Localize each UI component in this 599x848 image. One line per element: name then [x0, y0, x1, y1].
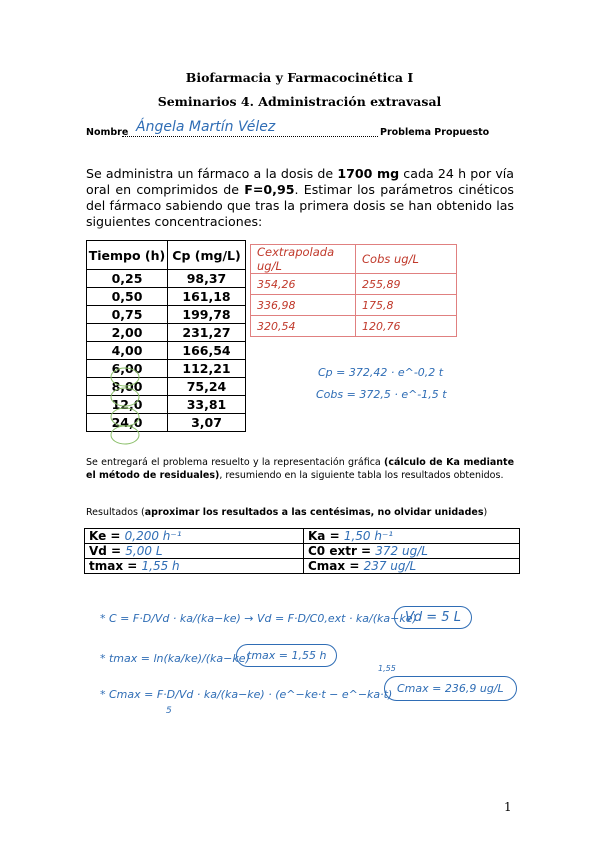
- cext-cell: 354,26: [251, 274, 356, 295]
- cobs-cell: 255,89: [356, 274, 457, 295]
- time-cell: 0,50: [87, 288, 168, 306]
- instructions-note: [86, 456, 514, 482]
- work-result-1: Vd = 5 L: [394, 606, 472, 629]
- results-heading-1: Resultados (: [86, 507, 145, 518]
- problem-label: Problema Propuesto: [380, 127, 490, 138]
- results-table: [84, 528, 520, 574]
- vd-label: Vd =: [89, 544, 126, 558]
- table-row: [87, 324, 246, 342]
- handwritten-circles: [108, 366, 148, 446]
- tmax-label: tmax =: [89, 559, 142, 573]
- vd-value: 5,00 L: [125, 544, 163, 558]
- document-subtitle: Seminarios 4. Administración extravasal: [157, 94, 442, 109]
- table-row: [87, 342, 246, 360]
- vd-cell: [85, 544, 304, 559]
- work-equation-3: * Cmax = F·D/Vd · ka/(ka−ke) · (e^−ke·t − e^−ka·t): [100, 688, 393, 701]
- page-number: 1: [504, 800, 512, 814]
- header-cobs: Cobs ug/L: [356, 245, 457, 274]
- name-line: [86, 119, 506, 140]
- cp-cell: 112,21: [168, 360, 246, 378]
- note-text-1: Se entregará el problema resuelto y la representación gráfica: [86, 457, 385, 468]
- student-name: Ángela Martín Vélez: [136, 119, 276, 135]
- cobs-cell: 175,8: [356, 295, 457, 316]
- problem-text-2: cada 24 h por vía oral en comprimidos de: [86, 166, 514, 197]
- table-row: [87, 288, 246, 306]
- c0-label: C0 extr =: [308, 544, 376, 558]
- problem-text-3: . Estimar los parámetros cinéticos del fármaco sabiendo que tras la primera dosis se han obtenido las siguientes concentraciones:: [86, 182, 514, 229]
- results-heading-2: ): [483, 507, 488, 518]
- work-equation-2: * tmax = ln(ka/ke)/(ka−ke): [100, 652, 250, 665]
- cp-cell: 166,54: [168, 342, 246, 360]
- cext-cell: 336,98: [251, 295, 356, 316]
- cp-cell: 199,78: [168, 306, 246, 324]
- time-cell: 0,25: [87, 270, 168, 288]
- time-cell: 6,00: [87, 360, 168, 378]
- equation-cobs: Cobs = 372,5 · e^-1,5 t: [316, 388, 447, 401]
- header-cextrapolada: Cextrapolada ug/L: [251, 245, 356, 274]
- cp-cell: 161,18: [168, 288, 246, 306]
- handwritten-table: [250, 244, 457, 337]
- table-row: [251, 316, 457, 337]
- c0-cell: [304, 544, 520, 559]
- problem-text-1: Se administra un fármaco a la dosis de: [86, 166, 338, 181]
- time-cell: 8,00: [87, 378, 168, 396]
- cp-cell: 33,81: [168, 396, 246, 414]
- cext-cell: 320,54: [251, 316, 356, 337]
- problem-statement: [86, 166, 514, 230]
- problem-dose: 1700 mg: [337, 166, 400, 181]
- document-title: Biofarmacia y Farmacocinética I: [185, 70, 414, 85]
- time-cell: 2,00: [87, 324, 168, 342]
- tmax-value: 1,55 h: [141, 559, 180, 573]
- cmax-value: 237 ug/L: [363, 559, 417, 573]
- cmax-label: Cmax =: [308, 559, 364, 573]
- cp-cell: 231,27: [168, 324, 246, 342]
- work-result-2: tmax = 1,55 h: [236, 644, 337, 667]
- time-cell: 4,00: [87, 342, 168, 360]
- ka-value: 1,50 h⁻¹: [343, 529, 394, 543]
- ka-cell: [304, 529, 520, 544]
- cp-cell: 98,37: [168, 270, 246, 288]
- work-subscript: 5: [166, 706, 172, 716]
- time-cell: 0,75: [87, 306, 168, 324]
- c0-value: 372 ug/L: [375, 544, 428, 558]
- table-row: [85, 544, 520, 559]
- table-row: [87, 306, 246, 324]
- table-row: [85, 559, 520, 574]
- cp-cell: 75,24: [168, 378, 246, 396]
- cobs-cell: 120,76: [356, 316, 457, 337]
- header-tiempo: Tiempo (h): [87, 241, 168, 270]
- ke-cell: [85, 529, 304, 544]
- header-cp: Cp (mg/L): [168, 241, 246, 270]
- note-bold: (cálculo de Ka mediante el método de residuales): [86, 457, 515, 481]
- table-row: [251, 274, 457, 295]
- ke-value: 0,200 h⁻¹: [124, 529, 182, 543]
- table-row: [85, 529, 520, 544]
- equation-cp: Cp = 372,42 · e^-0,2 t: [318, 366, 444, 379]
- name-label: Nombre: [86, 127, 129, 138]
- cmax-cell: [304, 559, 520, 574]
- ke-label: Ke =: [89, 529, 125, 543]
- work-equation-1: * C = F·D/Vd · ka/(ka−ke) → Vd = F·D/C0,ext · ka/(ka−ke): [100, 612, 417, 625]
- work-result-3: Cmax = 236,9 ug/L: [384, 676, 517, 701]
- table-row: [251, 295, 457, 316]
- tmax-cell: [85, 559, 304, 574]
- time-cell: 12,0: [87, 396, 168, 414]
- results-heading-bold: aproximar los resultados a las centésimas, no olvidar unidades: [144, 507, 484, 518]
- table-row: [87, 270, 246, 288]
- time-cell: 24,0: [87, 414, 168, 432]
- work-superscript: 1,55: [378, 664, 396, 673]
- results-heading: [86, 506, 526, 519]
- note-text-2: , resumiendo en la siguiente tabla los resultados obtenidos.: [219, 470, 504, 481]
- cp-cell: 3,07: [168, 414, 246, 432]
- problem-f: F=0,95: [244, 182, 295, 197]
- ka-label: Ka =: [308, 529, 344, 543]
